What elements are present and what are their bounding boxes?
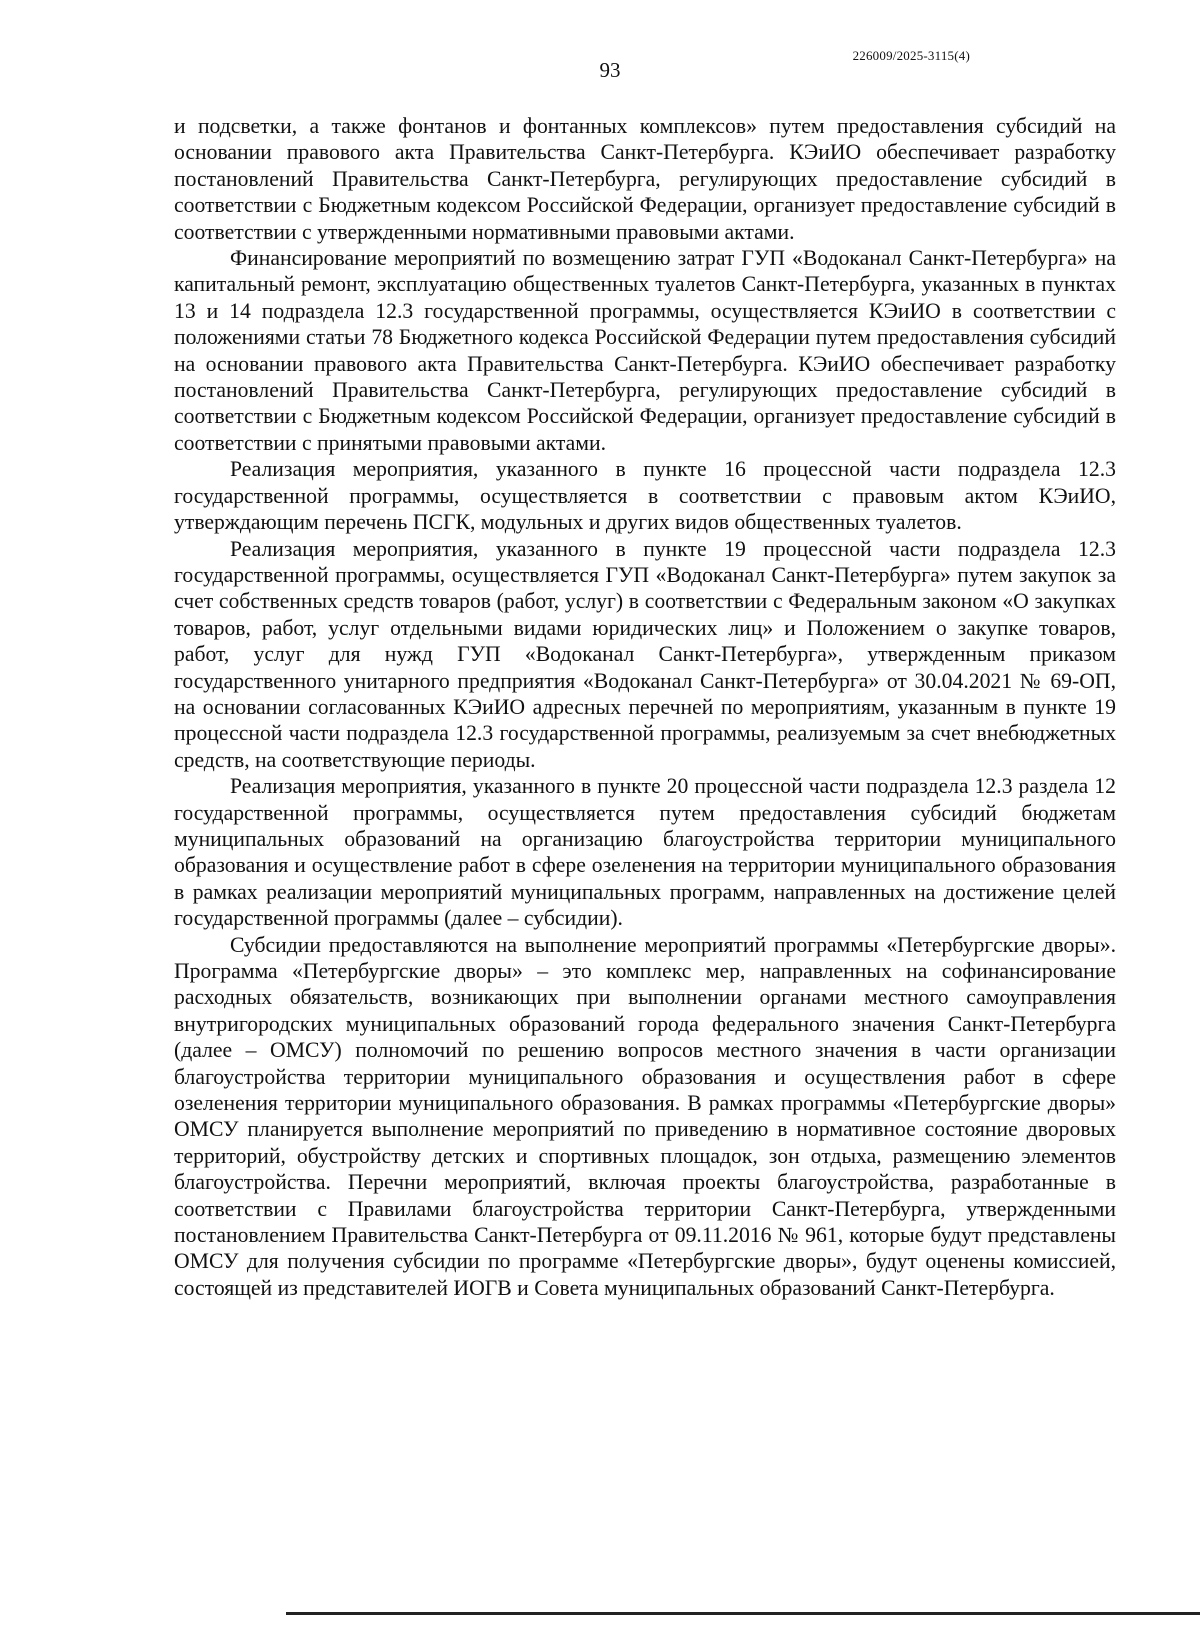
document-body: [174, 113, 1116, 1301]
paragraph-item-16: Реализация мероприятия, указанного в пункте 16 процессной части подраздела 12.3 государственной программы, осуществляется в соответствии с правовым актом КЭиИО, утверждающим перечень ПСГК, модульных и других видов общественных туалетов.: [174, 457, 1116, 535]
paragraph-vodokanal-financing: Финансирование мероприятий по возмещению затрат ГУП «Водоканал Санкт-Петербурга» на капитальный ремонт, эксплуатацию общественных туалетов Санкт-Петербурга, указанных в пунктах 13 и 14 подраздела 12.3 государственной программы, осуществляется КЭиИО в соответствии с положениями статьи 78 Бюджетного кодекса Российской Федерации путем предоставления субсидий на основании правового акта Правительства Санкт-Петербурга. КЭиИО обеспечивает разработку постановлений Правительства Санкт-Петербурга, регулирующих предоставление субсидий в соответствии с Бюджетным кодексом Российской Федерации, организует предоставление субсидий в соответствии с принятыми правовыми актами.: [174, 246, 1116, 455]
paragraph-continuation: и подсветки, а также фонтанов и фонтанных комплексов» путем предоставления субсидий на основании правового акта Правительства Санкт-Петербурга. КЭиИО обеспечивает разработку постановлений Правительства Санкт-Петербурга, регулирующих предоставление субсидий в соответствии с Бюджетным кодексом Российской Федерации, организует предоставление субсидий в соответствии с утвержденными нормативными правовыми актами.: [174, 114, 1116, 244]
bottom-scan-edge-line: [286, 1612, 1200, 1615]
paragraph-item-19: Реализация мероприятия, указанного в пункте 19 процессной части подраздела 12.3 государственной программы, осуществляется ГУП «Водоканал Санкт-Петербурга» путем закупок за счет собственных средств товаров (работ, услуг) в соответствии с Федеральным законом «О закупках товаров, работ, услуг отдельными видами юридических лиц» и Положением о закупке товаров, работ, услуг для нужд ГУП «Водоканал Санкт-Петербурга», утвержденным приказом государственного унитарного предприятия «Водоканал Санкт-Петербурга» от 30.04.2021 № 69-ОП, на основании согласованных КЭиИО адресных перечней по мероприятиям, указанным в пункте 19 процессной части подраздела 12.3 государственной программы, реализуемым за счет внебюджетных средств, на соответствующие периоды.: [174, 536, 1116, 772]
paragraph-petersburg-yards: Субсидии предоставляются на выполнение мероприятий программы «Петербургские дворы». Программа «Петербургские дворы» – это комплекс мер, направленных на софинансирование расходных обязательств, возникающих при выполнении органами местного самоуправления внутригородских муниципальных образований города федерального значения Санкт-Петербурга (далее – ОМСУ) полномочий по решению вопросов местного значения в части организации благоустройства территории муниципального образования и осуществления работ в сфере озеленения территории муниципального образования. В рамках программы «Петербургские дворы» ОМСУ планируется выполнение мероприятий по приведению в нормативное состояние дворовых территорий, обустройству детских и спортивных площадок, зон отдыха, размещению элементов благоустройства. Перечни мероприятий, включая проекты благоустройства, разработанные в соответствии с Правилами благоустройства территории Санкт-Петербурга, утвержденными постановлением Правительства Санкт-Петербурга от 09.11.2016 № 961, которые будут представлены ОМСУ для получения субсидии по программе «Петербургские дворы», будут оценены комиссией, состоящей из представителей ИОГВ и Совета муниципальных образований Санкт-Петербурга.: [174, 932, 1116, 1300]
document-registration-number: 226009/2025-3115(4): [852, 48, 970, 63]
page-number: 93: [599, 58, 621, 82]
paragraph-item-20: Реализация мероприятия, указанного в пункте 20 процессной части подраздела 12.3 раздела 12 государственной программы, осуществляется путем предоставления субсидий бюджетам муниципальных образований на организацию благоустройства территории муниципального образования и осуществление работ в сфере озеленения на территории муниципального образования в рамках реализации мероприятий муниципальных программ, направленных на достижение целей государственной программы (далее – субсидии).: [174, 774, 1116, 931]
